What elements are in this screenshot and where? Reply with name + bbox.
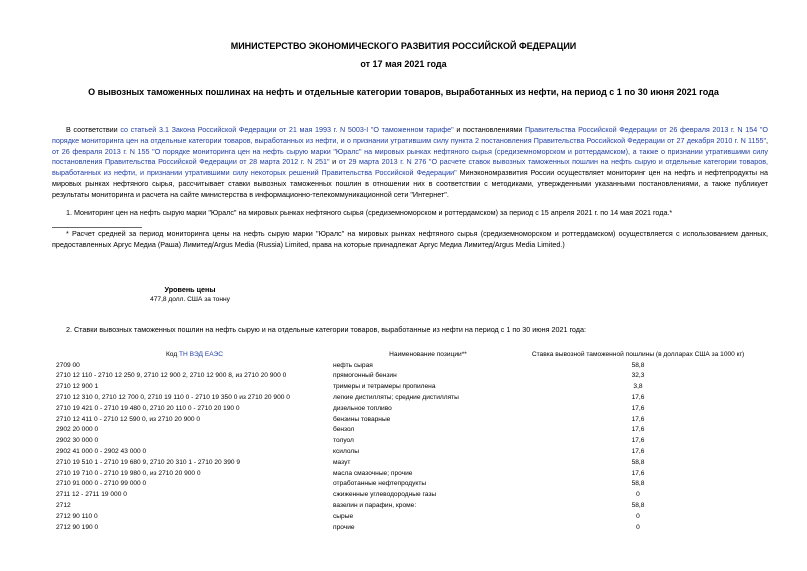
section-1-text: 1. Мониторинг цен на нефть сырую марки "Юралс" на мировых рынках нефтяного сырья (средиземноморском и роттердамском) за период с 15 апреля 2021 г. по 14 мая 2021 года.* (66, 208, 673, 217)
rate-cell: 58,8 (631, 458, 645, 466)
code-cell: 2710 12 110 - 2710 12 250 9, 2710 12 900 2, 2710 12 900 8, из 2710 20 900 0 (56, 372, 287, 380)
footnote-divider (52, 227, 142, 228)
table-row (56, 500, 753, 511)
table-row (56, 479, 753, 490)
intro-text-4: и (329, 157, 339, 167)
code-cell: 2710 12 900 1 (56, 383, 99, 391)
code-cell: 2902 20 000 0 (56, 426, 99, 434)
decree-155-link[interactable]: от 26 февраля 2013 г. N 155 "О порядке мониторинга цен на нефть сырую марки "Юралс" на мировых рынках нефтяного сырья (средиземноморском и роттердамском), а также о признании утратившими силу постановления Правительства Российской Федерации от 28 марта 2012 г. N 251" (52, 146, 768, 167)
rate-cell: 58,8 (631, 361, 645, 369)
table-row (56, 381, 753, 392)
section-2-text: 2. Ставки вывозных таможенных пошлин на нефть сырую и на отдельные категории товаров, выработанные из нефти на период с 1 по 30 июня 2021 года: (66, 325, 586, 334)
name-column-header: Наименование позиции** (389, 350, 467, 358)
name-cell: нефть сырая (333, 361, 373, 369)
rate-cell: 17,6 (631, 415, 645, 423)
rate-cell: 17,6 (631, 437, 645, 445)
name-cell: прямогонный бензин (333, 372, 397, 380)
footnote-text: * Расчет средней за период мониторинга цены на нефть сырую марки "Юралс" на мировых рынках нефтяного сырья (средиземноморском и роттердамском) осуществляется с использованием данных, предоставленных Аргус Медиа (Раша) Лимитед/Argus Media (Russia) Limited, права на которые принадлежат Аргус Медиа Лимитед/Argus Media Limited.) (52, 229, 768, 249)
intro-text-2: и постановлениями (453, 125, 525, 134)
rate-cell: 32,3 (631, 372, 645, 380)
intro-paragraph (52, 125, 768, 201)
intro-text-5: Минэкономразвития России осуществляет мониторинг цен на нефть и нефтепродукты на мировых рынках нефтяного сырья, рассчитывает ставки вывозных таможенных пошлин в отношении них в соответствии с методиками, утвержденными указанными постановлениями, а также публикует результаты мониторинга и расчета на сайте министерства в информационно-телекоммуникационной сети "Интернет". (52, 168, 769, 199)
table-row (56, 360, 753, 371)
name-cell: дизельное топливо (333, 404, 392, 412)
price-level-label: Уровень цены (164, 285, 216, 294)
table-row (56, 435, 753, 446)
name-cell: прочие (333, 523, 355, 531)
code-cell: 2710 19 421 0 - 2710 19 480 0, 2710 20 110 0 - 2710 20 190 0 (56, 404, 240, 412)
rate-cell: 17,6 (631, 448, 645, 456)
rate-cell: 17,6 (631, 404, 645, 412)
table-row (56, 425, 753, 436)
table-header-row (56, 349, 753, 360)
duty-rates-table (56, 349, 753, 533)
rate-cell: 3,8 (633, 383, 643, 391)
code-cell: 2709 00 (56, 361, 80, 369)
code-header-prefix: Код (165, 350, 180, 358)
code-cell: 2712 90 110 0 (56, 512, 98, 520)
document-date: от 17 мая 2021 года (360, 59, 447, 69)
code-cell: 2712 (56, 502, 71, 510)
code-cell: 2710 19 710 0 - 2710 19 980 0, из 2710 20 900 0 (56, 469, 201, 477)
table-row (56, 403, 753, 414)
code-cell: 2710 91 000 0 - 2710 99 000 0 (56, 480, 147, 488)
code-cell: 2712 90 190 0 (56, 523, 99, 531)
intro-text-3: , (766, 135, 768, 145)
rate-cell: 17,6 (631, 469, 645, 477)
table-row (56, 489, 753, 500)
name-cell: ксилолы (333, 448, 359, 456)
name-cell: бензины товарные (333, 415, 391, 423)
table-row (56, 511, 753, 522)
table-row (56, 446, 753, 457)
code-cell: 2711 12 - 2711 19 000 0 (56, 491, 127, 499)
document-title: О вывозных таможенных пошлинах на нефть и отдельные категории товаров, выработанных из нефти, на период с 1 по 30 июня 2021 года (88, 87, 719, 97)
name-cell: толуол (333, 437, 354, 445)
rate-cell: 0 (636, 523, 640, 531)
code-cell: 2902 41 000 0 - 2902 43 000 0 (56, 448, 147, 456)
rate-cell: 58,8 (631, 502, 645, 510)
code-column-header (56, 349, 333, 360)
decree-154-link[interactable]: Правительства Российской Федерации от 26 февраля 2013 г. N 154 "О порядке мониторинга цен на отдельные категории товаров, выработанных из нефти, и о признании утратившим силу пункта 2 постановления Правительства Российской Федерации от 27 декабря 2010 г. N 1155" (52, 125, 769, 145)
table-row (56, 414, 753, 425)
name-cell: мазут (333, 458, 351, 466)
code-cell: 2710 12 411 0 - 2710 12 590 0, из 2710 20 900 0 (56, 415, 201, 423)
name-cell: масла смазочные; прочие (333, 469, 413, 477)
rate-cell: 0 (636, 491, 640, 499)
name-cell: тримеры и тетрамеры пропилена (333, 383, 436, 391)
name-cell: легкие дистилляты; средние дистилляты (333, 394, 459, 402)
law-link[interactable]: со статьей 3.1 Закона Российской Федерации от 21 мая 1993 г. N 5003-I "О таможенном тарифе" (120, 125, 454, 134)
table-row (56, 457, 753, 468)
intro-text-1: В соответствии (66, 125, 121, 134)
name-cell: вазелин и парафин, кроме: (333, 502, 417, 510)
table-row (56, 392, 753, 403)
table-row (56, 522, 753, 533)
name-cell: сжиженные углеводородные газы (333, 491, 437, 499)
rate-column-header: Ставка вывозной таможенной пошлины (в долларах США за 1000 кг) (531, 350, 745, 358)
rate-cell: 58,8 (631, 480, 645, 488)
code-cell: 2902 30 000 0 (56, 437, 99, 445)
rate-cell: 17,6 (631, 394, 645, 402)
table-row (56, 468, 753, 479)
decree-276-link[interactable]: от 29 марта 2013 г. N 276 "О расчете ставок вывозных таможенных пошлин на нефть сырую и отдельные категории товаров, выработанных из нефти, и признании утратившими силу некоторых решений Правительства Российской Федерации" (52, 157, 769, 178)
rate-cell: 17,6 (631, 426, 645, 434)
ministry-heading: МИНИСТЕРСТВО ЭКОНОМИЧЕСКОГО РАЗВИТИЯ РОССИЙСКОЙ ФЕДЕРАЦИИ (230, 41, 577, 51)
tnved-link[interactable]: ТН ВЭД ЕАЭС (179, 350, 224, 358)
rate-cell: 0 (636, 512, 640, 520)
table-row (56, 371, 753, 382)
price-level-value: 477,8 долл. США за тонну (150, 296, 230, 303)
name-cell: сырые (333, 512, 354, 520)
name-cell: бензол (333, 426, 355, 434)
code-cell: 2710 19 510 1 - 2710 19 680 9, 2710 20 310 1 - 2710 20 390 9 (56, 458, 241, 466)
code-cell: 2710 12 310 0, 2710 12 700 0, 2710 19 110 0 - 2710 19 350 0 из 2710 20 900 0 (56, 394, 290, 402)
name-cell: отработанные нефтепродукты (333, 480, 427, 488)
